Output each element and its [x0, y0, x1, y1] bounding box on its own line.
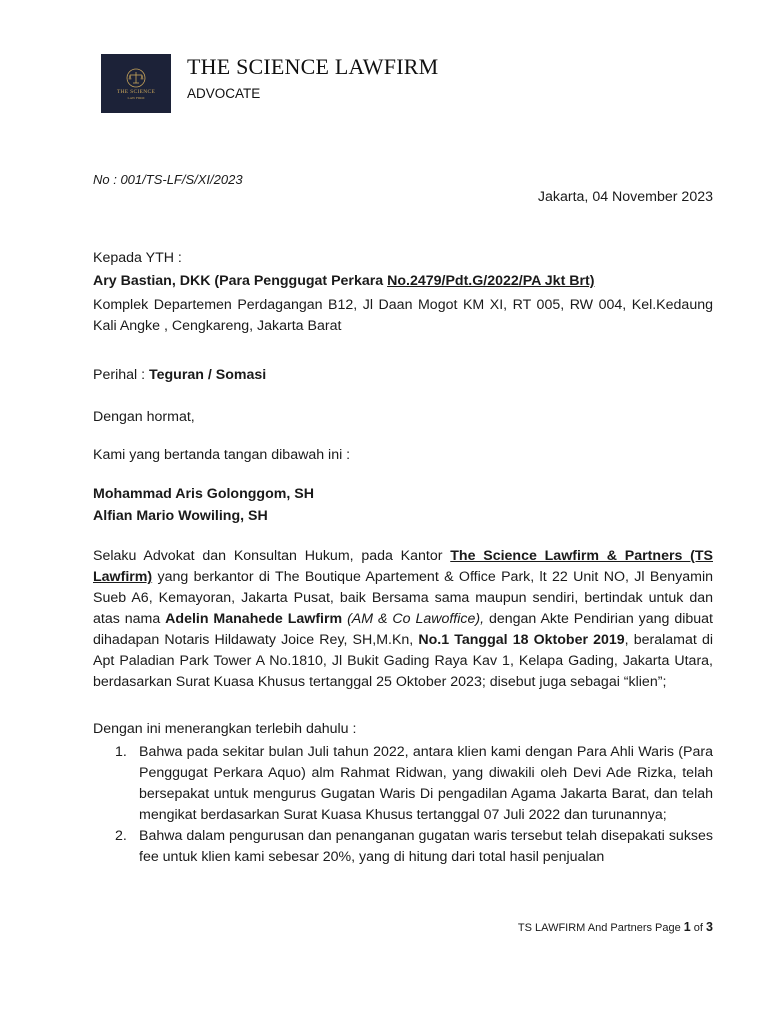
logo-text: THE SCIENCE	[116, 88, 156, 95]
recipient-address: Komplek Departemen Perdagangan B12, Jl Daan Mogot KM XI, RT 005, RW 004, Kel.Kedaung Kali Angke , Cengkareng, Jakarta Barat	[93, 297, 713, 334]
points-list	[93, 742, 713, 868]
list-item-text: Bahwa dalam pengurusan dan penanganan gugatan waris tersebut telah disepakati sukses fee untuk klien kami sebesar 20%, yang di hitung dari total hasil penjualan	[139, 828, 713, 865]
deed-number: No.1 Tanggal 18 Oktober 2019	[418, 632, 625, 648]
client-alias: (AM & Co Lawoffice),	[342, 611, 485, 627]
list-item-text: Bahwa pada sekitar bulan Juli tahun 2022, antara klien kami dengan Para Ahli Waris (Para Penggugat Perkara Aquo) alm Rahmat Ridwan, yang diwakili oleh Devi Ade Rizka, telah bersepakat untuk mengurus Gugatan Waris Di pengadilan Agama Jakarta Barat, dan telah mengikat berdasarkan Surat Kuasa Khusus tertanggal 07 Juli 2022 dan turunannya;	[139, 744, 713, 823]
body-paragraph	[93, 546, 713, 693]
firm-logo	[101, 54, 171, 113]
list-item-number: 1.	[115, 744, 127, 760]
subject-value: Teguran / Somasi	[149, 367, 267, 383]
firm-name-reference: The Science Lawfirm & Partners (TS Lawfirm)	[93, 548, 713, 585]
body-text-3: dengan Akte Pendirian yang dibuat dihadapan Notaris Hildawaty Joice Rey, SH,M.Kn,	[93, 611, 713, 648]
recipient-name: Ary Bastian, DKK (Para Penggugat Perkara	[93, 273, 388, 289]
place-date: Jakarta, 04 November 2023	[537, 189, 713, 205]
logo-subtext: LAW FIRM	[127, 95, 145, 100]
client-name: Adelin Manahede Lawfirm	[165, 611, 343, 627]
body-text-1: Selaku Advokat dan Konsultan Hukum, pada Kantor	[93, 548, 451, 564]
case-number: No.2479/Pdt.G/2022/PA Jkt Brt)	[387, 273, 595, 289]
list-item	[93, 742, 713, 826]
footer-page-total: 3	[706, 920, 713, 934]
signatory-2: Alfian Mario Wowiling, SH	[93, 508, 268, 524]
intro-line: Kami yang bertanda tangan dibawah ini :	[93, 447, 351, 463]
greeting: Dengan hormat,	[93, 409, 195, 425]
body-text-2: yang berkantor di The Boutique Apartement & Office Park, lt 22 Unit NO, Jl Benyamin Sueb A6, Kemayoran, Jakarta Pusat, baik Bersama sama maupun sendiri, bertindak untuk dan atas nama	[93, 569, 713, 627]
firm-name: THE SCIENCE LAWFIRM	[187, 54, 439, 79]
recipient-line	[93, 273, 594, 289]
page-footer	[518, 920, 713, 934]
body-text-4: , beralamat di Apt Paladian Park Tower A No.1810, Jl Bukit Gading Raya Kav 1, Kelapa Gading, Jakarta Utara, berdasarkan Surat Kuasa Khusus tertanggal 25 Oktober 2023; disebut juga sebagai “klien”;	[93, 632, 713, 690]
footer-label: TS LAWFIRM And Partners Page	[517, 922, 684, 934]
letter-number: No : 001/TS-LF/S/XI/2023	[93, 172, 243, 187]
to-label: Kepada YTH :	[93, 250, 182, 266]
preface-line: Dengan ini menerangkan terlebih dahulu :	[93, 721, 357, 737]
scales-of-justice-icon	[125, 68, 147, 88]
footer-page-number: 1	[683, 920, 691, 934]
firm-subtitle: ADVOCATE	[187, 86, 261, 101]
list-item	[93, 826, 713, 868]
subject-line	[93, 367, 266, 383]
footer-of-label: of	[690, 922, 707, 934]
signatory-1: Mohammad Aris Golonggom, SH	[93, 486, 314, 502]
subject-label: Perihal :	[93, 367, 149, 383]
list-item-number: 2.	[115, 828, 127, 844]
